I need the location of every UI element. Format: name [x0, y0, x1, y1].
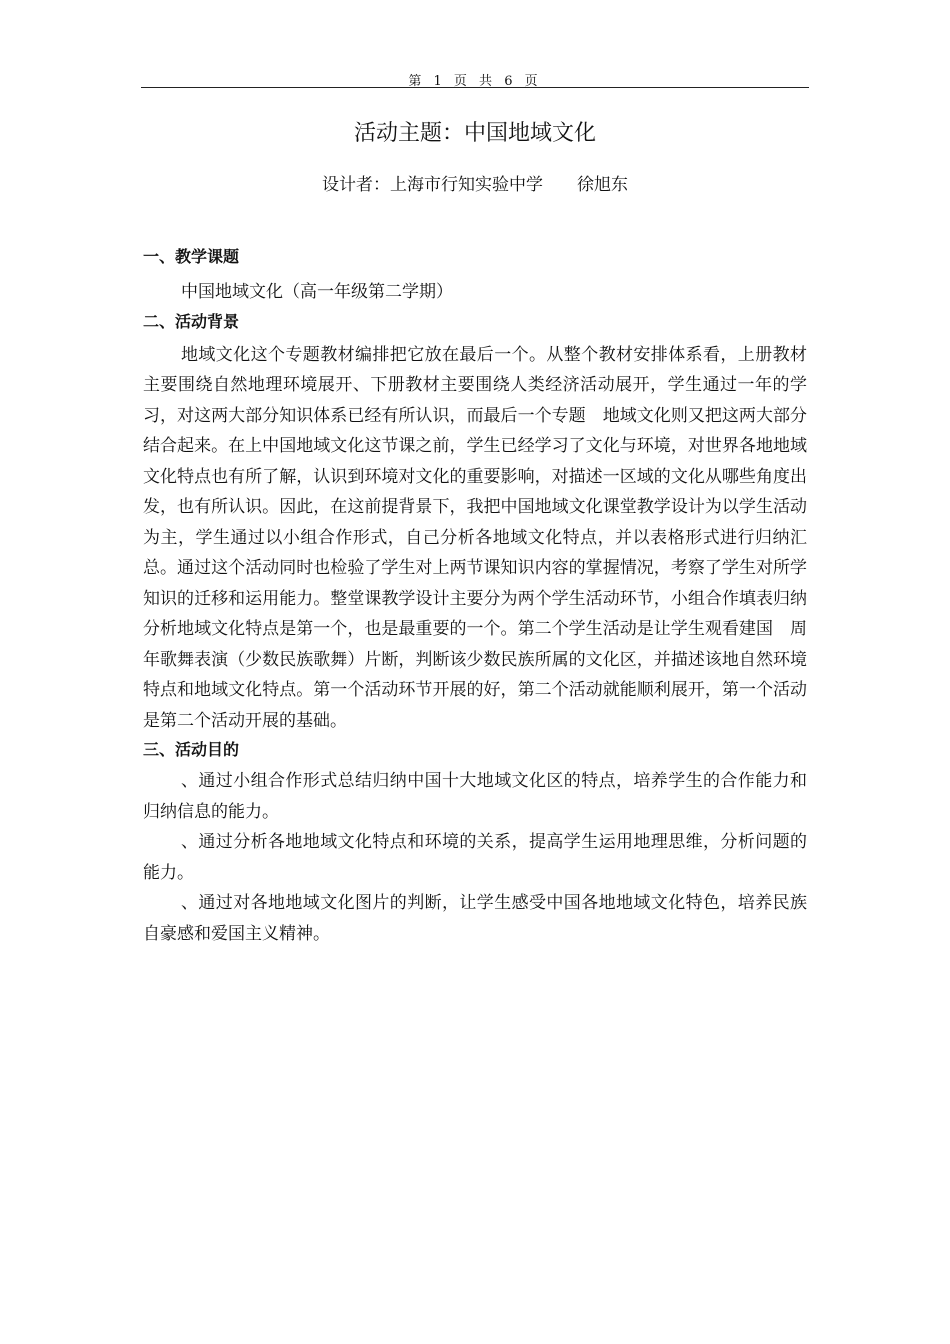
section-heading: 二、活动背景 — [143, 311, 240, 331]
page-number-header: 第 1 页 共 6 页 — [408, 74, 542, 89]
paragraph: 中国地域文化（高一年级第二学期） — [181, 282, 453, 302]
designer-line: 设计者：上海市行知实验中学 徐旭东 — [322, 175, 628, 195]
paragraph: 、通过小组合作形式总结归纳中国十大地域文化区的特点，培养学生的合作能力和归纳信息的能力。 — [143, 771, 807, 822]
header-rule — [141, 87, 809, 88]
section-heading: 三、活动目的 — [143, 740, 240, 759]
section-teaching-topic — [143, 245, 807, 308]
section-activity-background — [143, 310, 807, 737]
document-body — [143, 245, 807, 949]
section-activity-purpose — [143, 738, 807, 949]
paragraph: 地域文化这个专题教材编排把它放在最后一个。从整个教材安排体系看，上册教材主要围绕自然地理环境展开、下册教材主要围绕人类经济活动展开，学生通过一年的学习，对这两大部分知识体系已经有所认识，而最后一个专题 地域文化则又把这两大部分结合起来。在上中国地域文化这节课之前，学生已经学习了文化与环境，对世界各地地域文化特点也有所了解，认识到环境对文化的重要影响，对描述一区域的文化从哪些角度出发，也有所认识。因此，在这前提背景下，我把中国地域文化课堂教学设计为以学生活动为主，学生通过以小组合作形式，自己分析各地域文化特点，并以表格形式进行归纳汇总。通过这个活动同时也检验了学生对上两节课知识内容的掌握情况，考察了学生对所学知识的迁移和运用能力。整堂课教学设计主要分为两个学生活动环节，小组合作填表归纳分析地域文化特点是第一个，也是最重要的一个。第二个学生活动是让学生观看建国 周年歌舞表演（少数民族歌舞）片断，判断该少数民族所属的文化区，并描述该地自然环境特点和地域文化特点。第一个活动环节开展的好，第二个活动就能顺利展开，第一个活动是第二个活动开展的基础。 — [143, 344, 807, 731]
paragraph: 、通过分析各地地域文化特点和环境的关系，提高学生运用地理思维，分析问题的能力。 — [143, 832, 807, 883]
document-title: 活动主题：中国地域文化 — [353, 121, 596, 146]
paragraph: 、通过对各地地域文化图片的判断，让学生感受中国各地地域文化特色，培养民族自豪感和爱国主义精神。 — [143, 893, 807, 944]
section-heading: 一、教学课题 — [143, 247, 240, 266]
